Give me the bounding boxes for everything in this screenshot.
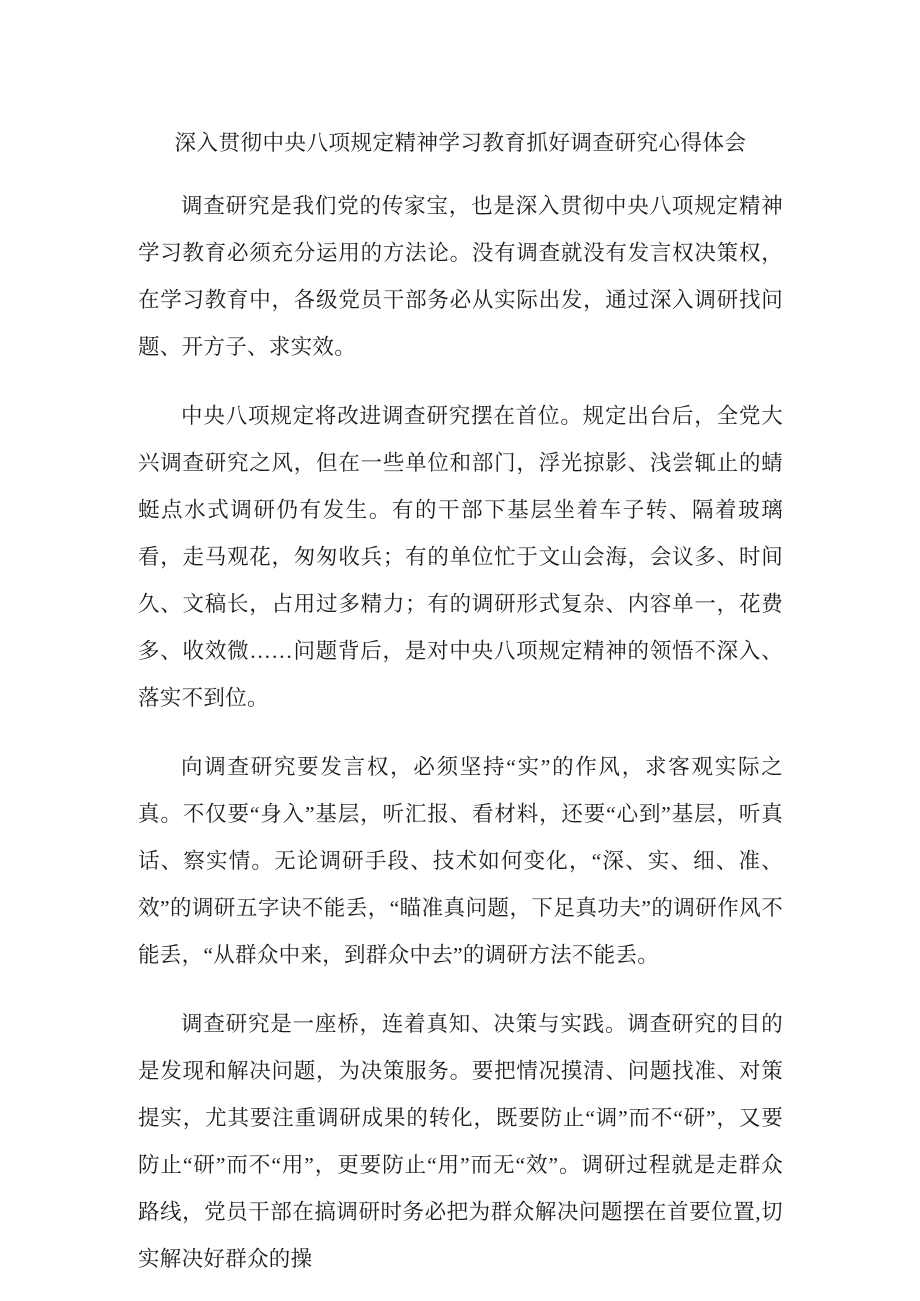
paragraph-2: 中央八项规定将改进调查研究摆在首位。规定出台后，全党大兴调查研究之风，但在一些单位和部门，浮光掠影、浅尝辄止的蜻蜓点水式调研仍有发生。有的干部下基层坐着车子转、隔着玻璃看，走马观花，匆匆收兵；有的单位忙于文山会海，会议多、时间久、文稿长，占用过多精力；有的调研形式复杂、内容单一，花费多、收效微……问题背后，是对中央八项规定精神的领悟不深入、落实不到位。 [138,404,783,710]
document-content [138,120,783,1283]
paragraph-4: 调查研究是一座桥，连着真知、决策与实践。调查研究的目的是发现和解决问题，为决策服务。要把情况摸清、问题找准、对策提实，尤其要注重调研成果的转化，既要防止“调”而不“研”，又要防止“研”而不“用”，更要防止“用”而无“效”。调研过程就是走群众路线，党员干部在搞调研时务必把为群众解决问题摆在首要位置,切实解决好群众的操 [138,1012,783,1271]
paragraph-1: 调查研究是我们党的传家宝，也是深入贯彻中央八项规定精神学习教育必须充分运用的方法论。没有调查就没有发言权决策权，在学习教育中，各级党员干部务必从实际出发，通过深入调研找问题、开方子、求实效。 [138,194,783,359]
document-title: 深入贯彻中央八项规定精神学习教育抓好调查研究心得体会 [174,131,747,155]
paragraph-3: 向调查研究要发言权，必须坚持“实”的作风，求客观实际之真。不仅要“身入”基层，听汇报、看材料，还要“心到”基层，听真话、察实情。无论调研手段、技术如何变化，“深、实、细、准、效”的调研五字诀不能丢，“瞄准真问题，下足真功夫”的调研作风不能丢，“从群众中来，到群众中去”的调研方法不能丢。 [138,755,783,967]
